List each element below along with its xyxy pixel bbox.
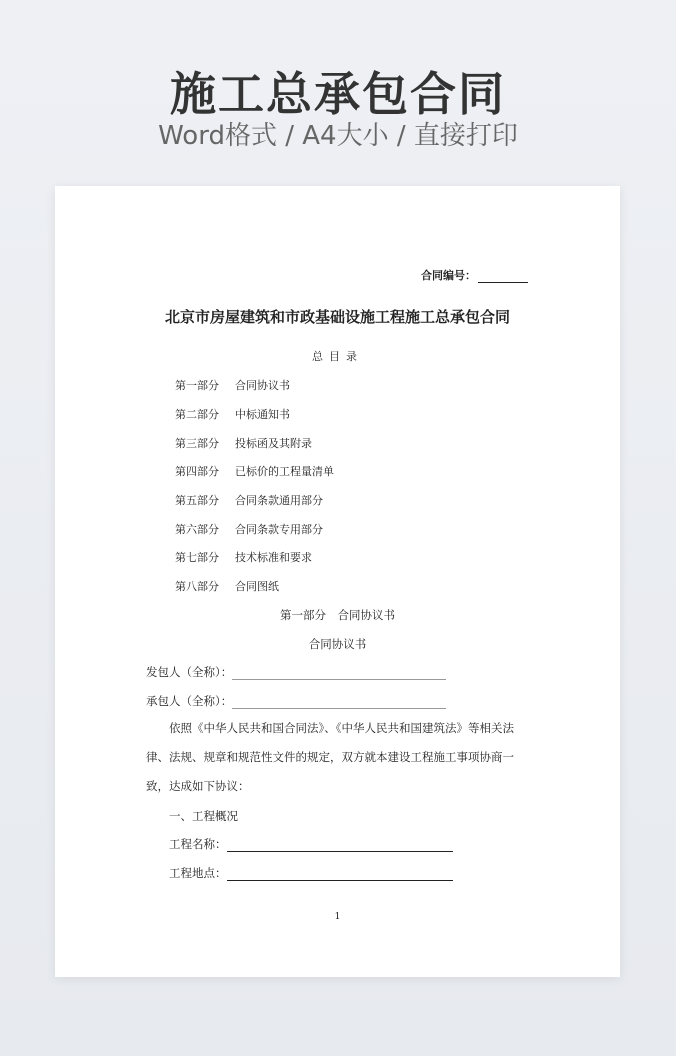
contract-number-blank: [478, 270, 528, 283]
toc-name: 技术标准和要求: [235, 551, 312, 564]
contractor-label: 承包人（全称）：: [146, 694, 233, 708]
toc-name: 已标价的工程量清单: [235, 465, 334, 478]
project-location-field: [169, 865, 453, 881]
toc-part: 第二部分: [175, 408, 219, 421]
agreement-heading: 合同协议书: [308, 637, 367, 651]
document-page: [55, 186, 620, 977]
toc-part: 第四部分: [175, 465, 219, 478]
toc-name: 投标函及其附录: [235, 437, 312, 450]
toc-part: 第三部分: [175, 437, 219, 450]
hero-title: 施工总承包合同: [170, 67, 506, 121]
toc-item: [175, 578, 279, 594]
toc-item: [175, 492, 323, 508]
paragraph-text: 依照《中华人民共和国合同法》、《中华人民共和国建筑法》等相关法律、法规、规章和规范性文件的规定，双方就本建设工程施工事项协商一致，达成如下协议：: [146, 721, 514, 793]
hero-subtitle: Word格式 / A4大小 / 直接打印: [158, 121, 518, 151]
page-number: 1: [334, 912, 341, 922]
section-one-title: 一、工程概况: [169, 809, 238, 823]
toc-item: [175, 463, 334, 479]
contract-number: [421, 267, 528, 283]
toc-title: 总目录: [312, 350, 363, 363]
employer-field: [146, 664, 446, 680]
project-location-blank: [227, 868, 453, 881]
project-name-blank: [227, 839, 453, 852]
toc-name: 合同图纸: [235, 580, 279, 593]
project-location-label: 工程地点：: [169, 866, 227, 880]
toc-name: 合同协议书: [235, 379, 290, 392]
employer-label: 发包人（全称）：: [146, 665, 233, 679]
toc-part: 第七部分: [175, 551, 219, 564]
project-name-field: [169, 836, 453, 852]
toc-part: 第一部分: [175, 379, 219, 392]
contract-number-label: 合同编号：: [421, 269, 476, 282]
contractor-blank: [232, 696, 446, 709]
toc-part: 第八部分: [175, 580, 219, 593]
toc-name: 合同条款通用部分: [235, 494, 323, 507]
agreement-paragraph: [146, 714, 531, 801]
toc-item: [175, 521, 323, 537]
toc-item: [175, 435, 312, 451]
toc-item: [175, 377, 290, 393]
toc-name: 中标通知书: [235, 408, 290, 421]
toc-part: 第五部分: [175, 494, 219, 507]
toc-name: 合同条款专用部分: [235, 523, 323, 536]
section-one: [169, 808, 238, 824]
toc-item: [175, 549, 312, 565]
project-name-label: 工程名称：: [169, 837, 227, 851]
employer-blank: [232, 667, 446, 680]
toc-item: [175, 406, 290, 422]
toc-part: 第六部分: [175, 523, 219, 536]
document-title: 北京市房屋建筑和市政基础设施工程施工总承包合同: [164, 308, 510, 326]
part-heading: 第一部分 合同协议书: [280, 608, 395, 622]
contractor-field: [146, 693, 446, 709]
